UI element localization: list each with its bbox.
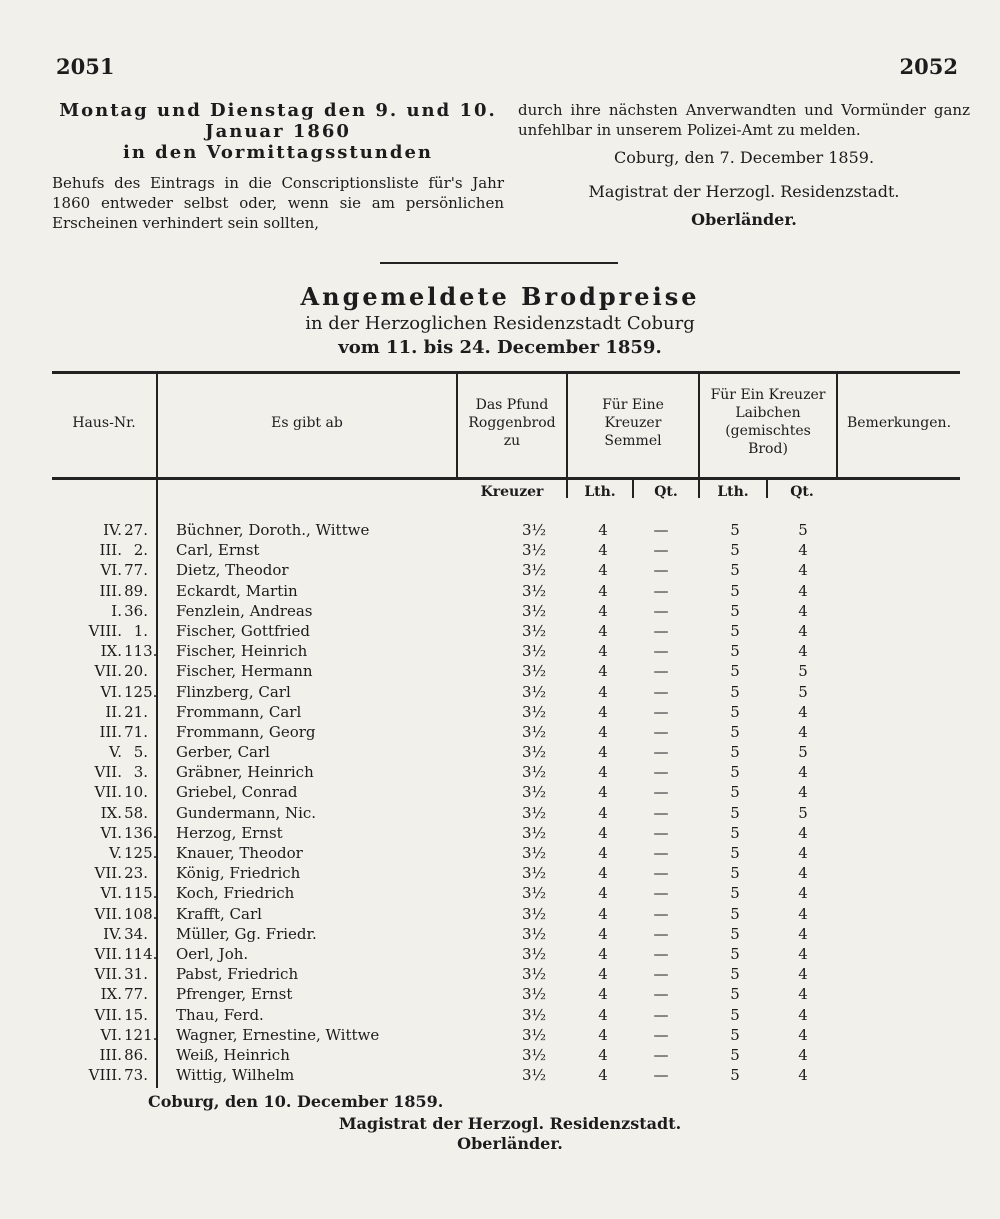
laibchen-loth: 5 bbox=[730, 1025, 740, 1044]
house-district: III. bbox=[99, 541, 122, 560]
laibchen-loth: 5 bbox=[730, 944, 740, 963]
rye-bread-price: 3½ bbox=[521, 823, 547, 842]
laibchen-quentchen: 5 bbox=[798, 803, 808, 822]
table-row bbox=[52, 722, 960, 742]
semmel-loth: 4 bbox=[598, 521, 608, 539]
notice-left-column bbox=[52, 100, 504, 233]
rye-bread-price: 3½ bbox=[521, 743, 547, 762]
table-row bbox=[52, 621, 960, 641]
notice-right-column bbox=[518, 100, 970, 232]
laibchen-loth: 5 bbox=[730, 621, 740, 640]
baker-name: Müller, Gg. Friedr. bbox=[176, 924, 317, 943]
laibchen-quentchen: 4 bbox=[798, 541, 808, 560]
laibchen-loth: 5 bbox=[730, 682, 740, 701]
table-header-rule bbox=[52, 477, 960, 480]
house-number: 5. bbox=[133, 743, 148, 762]
semmel-quentchen: — bbox=[653, 1066, 669, 1085]
semmel-loth: 4 bbox=[598, 783, 608, 802]
laibchen-quentchen: 4 bbox=[798, 985, 808, 1004]
header-semmel: Für Eine Kreuzer Semmel bbox=[602, 397, 664, 449]
baker-name: Frommann, Carl bbox=[176, 702, 302, 721]
laibchen-loth: 5 bbox=[730, 985, 740, 1004]
baker-name: Thau, Ferd. bbox=[176, 1005, 264, 1024]
semmel-quentchen: — bbox=[653, 965, 669, 984]
table-row bbox=[52, 702, 960, 722]
semmel-loth: 4 bbox=[598, 965, 608, 984]
laibchen-loth: 5 bbox=[730, 924, 740, 943]
semmel-quentchen: — bbox=[653, 924, 669, 943]
notice-signature-org: Magistrat der Herzogl. Residenzstadt. bbox=[588, 182, 900, 201]
semmel-loth: 4 bbox=[598, 662, 608, 681]
semmel-loth: 4 bbox=[598, 884, 608, 903]
semmel-loth: 4 bbox=[598, 1066, 608, 1085]
semmel-quentchen: — bbox=[653, 783, 669, 802]
notice-date-line-3: in den Vormittagsstunden bbox=[122, 142, 434, 163]
rye-bread-price: 3½ bbox=[521, 1066, 547, 1085]
house-number: 34. bbox=[124, 924, 148, 943]
rye-bread-price: 3½ bbox=[521, 1005, 547, 1024]
baker-name: Gerber, Carl bbox=[176, 743, 270, 762]
table-row bbox=[52, 924, 960, 944]
section-divider bbox=[380, 262, 618, 264]
rye-bread-price: 3½ bbox=[521, 944, 547, 963]
house-district: V. bbox=[109, 844, 122, 862]
semmel-loth: 4 bbox=[598, 682, 608, 701]
baker-name: Griebel, Conrad bbox=[176, 783, 298, 802]
semmel-loth: 4 bbox=[598, 702, 608, 721]
house-district: VII. bbox=[94, 944, 122, 963]
baker-name: Eckardt, Martin bbox=[176, 581, 298, 600]
header-haus-nr: Haus-Nr. bbox=[72, 415, 136, 431]
laibchen-quentchen: 4 bbox=[798, 844, 808, 862]
house-district: VII. bbox=[94, 965, 122, 984]
house-number: 115. bbox=[124, 884, 158, 903]
semmel-quentchen: — bbox=[653, 1025, 669, 1044]
notice-body-continued: durch ihre nächsten Anverwandten und Vormünder ganz unfehlbar in unserem Polizei-Amt zu melden. bbox=[518, 101, 970, 139]
laibchen-quentchen: 4 bbox=[798, 581, 808, 600]
rye-bread-price: 3½ bbox=[521, 541, 547, 560]
semmel-quentchen: — bbox=[653, 1045, 669, 1064]
laibchen-quentchen: 5 bbox=[798, 682, 808, 701]
semmel-quentchen: — bbox=[653, 541, 669, 560]
laibchen-loth: 5 bbox=[730, 642, 740, 661]
table-row bbox=[52, 581, 960, 601]
semmel-loth: 4 bbox=[598, 985, 608, 1004]
semmel-loth: 4 bbox=[598, 844, 608, 862]
notice-date-line-1: Montag und Dienstag den 9. und 10. bbox=[59, 100, 497, 121]
subheader-kreuzer: Kreuzer bbox=[480, 484, 544, 500]
house-number: 71. bbox=[124, 722, 148, 741]
header-bemerkungen: Bemerkungen. bbox=[846, 415, 952, 431]
house-district: VIII. bbox=[88, 1066, 122, 1085]
rye-bread-price: 3½ bbox=[521, 581, 547, 600]
rye-bread-price: 3½ bbox=[521, 924, 547, 943]
house-district: IX. bbox=[100, 642, 122, 661]
semmel-quentchen: — bbox=[653, 722, 669, 741]
laibchen-quentchen: 4 bbox=[798, 884, 808, 903]
house-number: 125. bbox=[124, 844, 158, 862]
house-number: 113. bbox=[124, 642, 158, 661]
table-row bbox=[52, 782, 960, 802]
house-number: 27. bbox=[124, 521, 148, 539]
table-row bbox=[52, 742, 960, 762]
laibchen-quentchen: 4 bbox=[798, 864, 808, 883]
baker-name: Pfrenger, Ernst bbox=[176, 985, 293, 1004]
semmel-quentchen: — bbox=[653, 985, 669, 1004]
laibchen-quentchen: 4 bbox=[798, 561, 808, 580]
table-row bbox=[52, 520, 960, 540]
house-number: 136. bbox=[124, 823, 158, 842]
header-laibchen: Für Ein Kreuzer Laibchen (gemischtes Brod) bbox=[710, 387, 826, 457]
laibchen-loth: 5 bbox=[730, 561, 740, 580]
laibchen-loth: 5 bbox=[730, 521, 740, 539]
semmel-loth: 4 bbox=[598, 904, 608, 923]
laibchen-quentchen: 4 bbox=[798, 601, 808, 620]
baker-name: Pabst, Friedrich bbox=[176, 965, 299, 984]
house-district: V. bbox=[109, 743, 122, 762]
table-row bbox=[52, 944, 960, 964]
house-number: 114. bbox=[124, 944, 158, 963]
laibchen-quentchen: 4 bbox=[798, 702, 808, 721]
table-row bbox=[52, 661, 960, 681]
laibchen-loth: 5 bbox=[730, 884, 740, 903]
laibchen-loth: 5 bbox=[730, 662, 740, 681]
table-row bbox=[52, 1065, 960, 1085]
semmel-loth: 4 bbox=[598, 864, 608, 883]
rye-bread-price: 3½ bbox=[521, 803, 547, 822]
baker-name: Fischer, Hermann bbox=[176, 662, 313, 681]
laibchen-quentchen: 4 bbox=[798, 763, 808, 782]
semmel-quentchen: — bbox=[653, 561, 669, 580]
header-roggenbrod: Das Pfund Roggenbrod zu bbox=[468, 397, 556, 449]
baker-name: Büchner, Doroth., Wittwe bbox=[176, 521, 370, 539]
title-line-3: vom 11. bis 24. December 1859. bbox=[338, 337, 662, 358]
laibchen-quentchen: 4 bbox=[798, 1025, 808, 1044]
laibchen-loth: 5 bbox=[730, 702, 740, 721]
semmel-loth: 4 bbox=[598, 763, 608, 782]
semmel-quentchen: — bbox=[653, 682, 669, 701]
table-row bbox=[52, 1025, 960, 1045]
semmel-quentchen: — bbox=[653, 864, 669, 883]
subheader-qt-semmel: Qt. bbox=[654, 484, 678, 500]
price-list-title bbox=[160, 282, 840, 360]
laibchen-loth: 5 bbox=[730, 581, 740, 600]
laibchen-loth: 5 bbox=[730, 844, 740, 862]
house-district: IV. bbox=[103, 924, 122, 943]
laibchen-quentchen: 4 bbox=[798, 904, 808, 923]
house-number: 77. bbox=[124, 561, 148, 580]
page-number-right: 2052 bbox=[899, 54, 958, 79]
semmel-quentchen: — bbox=[653, 743, 669, 762]
semmel-loth: 4 bbox=[598, 561, 608, 580]
table-row bbox=[52, 803, 960, 823]
laibchen-quentchen: 4 bbox=[798, 965, 808, 984]
notice-date-line-2: Januar 1860 bbox=[205, 121, 351, 142]
semmel-quentchen: — bbox=[653, 621, 669, 640]
rye-bread-price: 3½ bbox=[521, 763, 547, 782]
laibchen-loth: 5 bbox=[730, 722, 740, 741]
table-row bbox=[52, 863, 960, 883]
house-district: VI. bbox=[100, 682, 122, 701]
laibchen-loth: 5 bbox=[730, 965, 740, 984]
house-number: 86. bbox=[124, 1045, 148, 1064]
baker-name: Gundermann, Nic. bbox=[176, 803, 317, 822]
house-district: II. bbox=[105, 702, 122, 721]
semmel-quentchen: — bbox=[653, 844, 669, 862]
baker-name: Fischer, Gottfried bbox=[176, 621, 310, 640]
laibchen-quentchen: 4 bbox=[798, 783, 808, 802]
notice-signature-name: Oberländer. bbox=[691, 210, 797, 229]
table-row bbox=[52, 883, 960, 903]
table-row bbox=[52, 682, 960, 702]
house-district: VII. bbox=[94, 1005, 122, 1024]
house-district: VII. bbox=[94, 763, 122, 782]
rye-bread-price: 3½ bbox=[521, 965, 547, 984]
rye-bread-price: 3½ bbox=[521, 722, 547, 741]
rye-bread-price: 3½ bbox=[521, 702, 547, 721]
house-district: I. bbox=[111, 601, 122, 620]
semmel-quentchen: — bbox=[653, 642, 669, 661]
table-row bbox=[52, 904, 960, 924]
house-number: 125. bbox=[124, 682, 158, 701]
baker-name: Krafft, Carl bbox=[176, 904, 262, 923]
notice-place-date: Coburg, den 7. December 1859. bbox=[613, 148, 875, 167]
footer-signature-name: Oberländer. bbox=[457, 1134, 563, 1153]
semmel-loth: 4 bbox=[598, 924, 608, 943]
house-number: 108. bbox=[124, 904, 158, 923]
semmel-quentchen: — bbox=[653, 702, 669, 721]
laibchen-quentchen: 4 bbox=[798, 1066, 808, 1085]
semmel-loth: 4 bbox=[598, 944, 608, 963]
house-district: III. bbox=[99, 581, 122, 600]
rye-bread-price: 3½ bbox=[521, 662, 547, 681]
rye-bread-price: 3½ bbox=[521, 601, 547, 620]
baker-name: Knauer, Theodor bbox=[176, 844, 303, 862]
baker-name: Koch, Friedrich bbox=[176, 884, 295, 903]
table-row bbox=[52, 984, 960, 1004]
semmel-quentchen: — bbox=[653, 662, 669, 681]
laibchen-quentchen: 4 bbox=[798, 1005, 808, 1024]
semmel-quentchen: — bbox=[653, 763, 669, 782]
semmel-quentchen: — bbox=[653, 521, 669, 539]
house-number: 1. bbox=[133, 621, 148, 640]
house-district: IV. bbox=[103, 521, 122, 539]
table-row bbox=[52, 601, 960, 621]
semmel-loth: 4 bbox=[598, 581, 608, 600]
title-line-1: Angemeldete Brodpreise bbox=[300, 282, 700, 311]
laibchen-loth: 5 bbox=[730, 743, 740, 762]
subheader-lth-laibchen: Lth. bbox=[717, 484, 749, 500]
house-number: 23. bbox=[124, 864, 148, 883]
house-district: VII. bbox=[94, 783, 122, 802]
table-row bbox=[52, 560, 960, 580]
house-number: 77. bbox=[124, 985, 148, 1004]
house-district: VII. bbox=[94, 904, 122, 923]
baker-name: König, Friedrich bbox=[176, 864, 301, 883]
laibchen-quentchen: 4 bbox=[798, 722, 808, 741]
notice-body: Behufs des Eintrags in die Conscriptionsliste für's Jahr 1860 entweder selbst oder, wenn sie am persönlichen Erscheinen verhindert sein sollten, bbox=[52, 174, 504, 232]
price-table-body bbox=[52, 520, 960, 1085]
baker-name: Wittig, Wilhelm bbox=[176, 1066, 295, 1085]
house-district: III. bbox=[99, 722, 122, 741]
house-district: III. bbox=[99, 1045, 122, 1064]
rye-bread-price: 3½ bbox=[521, 1025, 547, 1044]
table-row bbox=[52, 762, 960, 782]
house-number: 21. bbox=[124, 702, 148, 721]
house-district: VI. bbox=[100, 1025, 122, 1044]
baker-name: Flinzberg, Carl bbox=[176, 682, 291, 701]
baker-name: Gräbner, Heinrich bbox=[176, 763, 314, 782]
baker-name: Fenzlein, Andreas bbox=[176, 601, 313, 620]
laibchen-loth: 5 bbox=[730, 783, 740, 802]
baker-name: Herzog, Ernst bbox=[176, 823, 283, 842]
semmel-quentchen: — bbox=[653, 803, 669, 822]
rye-bread-price: 3½ bbox=[521, 985, 547, 1004]
header-es-gibt-ab: Es gibt ab bbox=[271, 415, 343, 431]
house-number: 20. bbox=[124, 662, 148, 681]
table-row bbox=[52, 540, 960, 560]
semmel-quentchen: — bbox=[653, 904, 669, 923]
semmel-loth: 4 bbox=[598, 642, 608, 661]
baker-name: Weiß, Heinrich bbox=[176, 1045, 290, 1064]
semmel-loth: 4 bbox=[598, 823, 608, 842]
rye-bread-price: 3½ bbox=[521, 864, 547, 883]
baker-name: Carl, Ernst bbox=[176, 541, 260, 560]
house-number: 2. bbox=[133, 541, 148, 560]
laibchen-loth: 5 bbox=[730, 1045, 740, 1064]
laibchen-loth: 5 bbox=[730, 763, 740, 782]
semmel-loth: 4 bbox=[598, 621, 608, 640]
semmel-quentchen: — bbox=[653, 1005, 669, 1024]
table-row bbox=[52, 843, 960, 863]
laibchen-loth: 5 bbox=[730, 541, 740, 560]
semmel-loth: 4 bbox=[598, 743, 608, 762]
semmel-quentchen: — bbox=[653, 884, 669, 903]
laibchen-quentchen: 4 bbox=[798, 924, 808, 943]
house-number: 15. bbox=[124, 1005, 148, 1024]
rye-bread-price: 3½ bbox=[521, 642, 547, 661]
semmel-loth: 4 bbox=[598, 1025, 608, 1044]
house-district: IX. bbox=[100, 803, 122, 822]
rye-bread-price: 3½ bbox=[521, 783, 547, 802]
rye-bread-price: 3½ bbox=[521, 621, 547, 640]
laibchen-loth: 5 bbox=[730, 823, 740, 842]
title-line-2: in der Herzoglichen Residenzstadt Coburg bbox=[305, 313, 695, 334]
semmel-loth: 4 bbox=[598, 601, 608, 620]
semmel-loth: 4 bbox=[598, 541, 608, 560]
house-number: 58. bbox=[124, 803, 148, 822]
table-row bbox=[52, 641, 960, 661]
table-row bbox=[52, 823, 960, 843]
semmel-quentchen: — bbox=[653, 601, 669, 620]
semmel-loth: 4 bbox=[598, 803, 608, 822]
house-district: VI. bbox=[100, 823, 122, 842]
semmel-loth: 4 bbox=[598, 1045, 608, 1064]
table-row bbox=[52, 1005, 960, 1025]
house-district: IX. bbox=[100, 985, 122, 1004]
laibchen-quentchen: 4 bbox=[798, 1045, 808, 1064]
house-district: VIII. bbox=[88, 621, 122, 640]
subheader-qt-laibchen: Qt. bbox=[790, 484, 814, 500]
laibchen-loth: 5 bbox=[730, 904, 740, 923]
house-number: 121. bbox=[124, 1025, 158, 1044]
rye-bread-price: 3½ bbox=[521, 884, 547, 903]
baker-name: Dietz, Theodor bbox=[176, 561, 289, 580]
laibchen-loth: 5 bbox=[730, 1066, 740, 1085]
table-top-rule bbox=[52, 371, 960, 374]
house-number: 36. bbox=[124, 601, 148, 620]
rye-bread-price: 3½ bbox=[521, 1045, 547, 1064]
rye-bread-price: 3½ bbox=[521, 521, 547, 539]
laibchen-loth: 5 bbox=[730, 1005, 740, 1024]
baker-name: Wagner, Ernestine, Wittwe bbox=[176, 1025, 380, 1044]
semmel-quentchen: — bbox=[653, 823, 669, 842]
laibchen-loth: 5 bbox=[730, 864, 740, 883]
baker-name: Fischer, Heinrich bbox=[176, 642, 308, 661]
house-district: VI. bbox=[100, 884, 122, 903]
laibchen-quentchen: 4 bbox=[798, 823, 808, 842]
house-number: 31. bbox=[124, 965, 148, 984]
baker-name: Frommann, Georg bbox=[176, 722, 316, 741]
semmel-loth: 4 bbox=[598, 722, 608, 741]
semmel-quentchen: — bbox=[653, 581, 669, 600]
house-number: 89. bbox=[124, 581, 148, 600]
laibchen-quentchen: 5 bbox=[798, 743, 808, 762]
subheader-lth-semmel: Lth. bbox=[584, 484, 616, 500]
house-district: VII. bbox=[94, 864, 122, 883]
baker-name: Oerl, Joh. bbox=[176, 944, 249, 963]
house-number: 10. bbox=[124, 783, 148, 802]
page-number-left: 2051 bbox=[56, 54, 115, 79]
laibchen-quentchen: 5 bbox=[798, 662, 808, 681]
laibchen-quentchen: 5 bbox=[798, 521, 808, 539]
rye-bread-price: 3½ bbox=[521, 844, 547, 862]
laibchen-quentchen: 4 bbox=[798, 621, 808, 640]
rye-bread-price: 3½ bbox=[521, 561, 547, 580]
semmel-loth: 4 bbox=[598, 1005, 608, 1024]
rye-bread-price: 3½ bbox=[521, 682, 547, 701]
laibchen-loth: 5 bbox=[730, 601, 740, 620]
laibchen-loth: 5 bbox=[730, 803, 740, 822]
footer-signature-org: Magistrat der Herzogl. Residenzstadt. bbox=[338, 1114, 682, 1133]
house-number: 73. bbox=[124, 1066, 148, 1085]
laibchen-quentchen: 4 bbox=[798, 944, 808, 963]
house-number: 3. bbox=[133, 763, 148, 782]
semmel-quentchen: — bbox=[653, 944, 669, 963]
table-row bbox=[52, 1045, 960, 1065]
table-row bbox=[52, 964, 960, 984]
rye-bread-price: 3½ bbox=[521, 904, 547, 923]
laibchen-quentchen: 4 bbox=[798, 642, 808, 661]
footer-place-date: Coburg, den 10. December 1859. bbox=[148, 1092, 444, 1111]
house-district: VII. bbox=[94, 662, 122, 681]
house-district: VI. bbox=[100, 561, 122, 580]
